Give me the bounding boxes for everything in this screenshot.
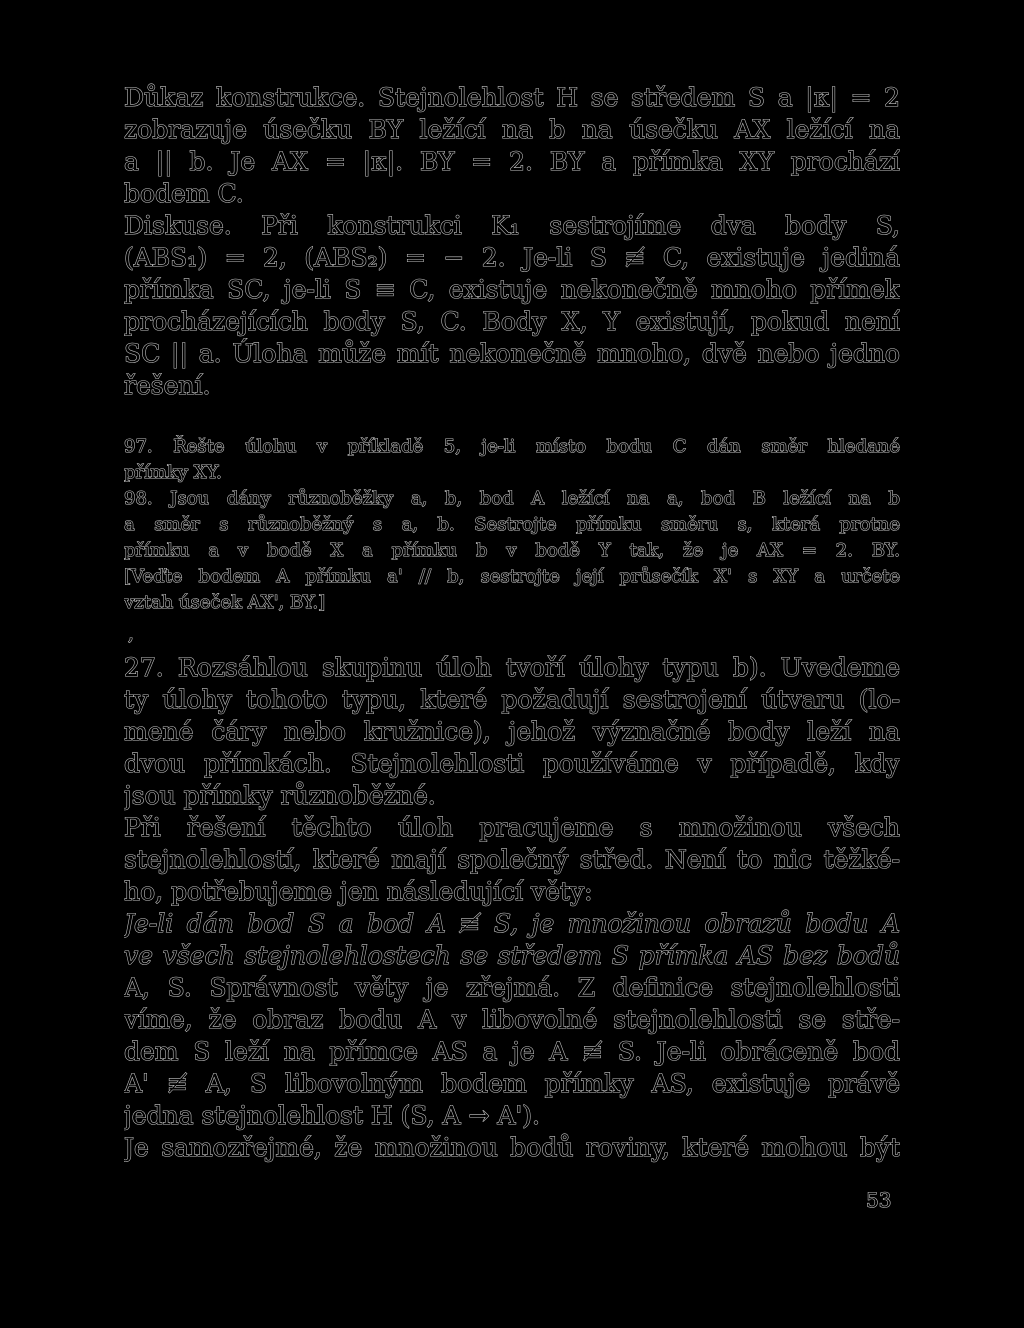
- text-line: ty úlohy tohoto typu, které požadují sestrojení útvaru (lo-: [124, 685, 900, 714]
- exercise-98: [124, 486, 900, 616]
- text-line: 27. Rozsáhlou skupinu úloh tvoří úlohy typu b). Uvedeme: [124, 653, 900, 682]
- text-line: řešení.: [124, 371, 211, 400]
- text-line: SC || a. Úloha může mít nekonečně mnoho, dvě nebo jedno: [124, 339, 900, 368]
- solving-paragraph: [124, 812, 900, 908]
- text-line: A' ≢ A, S libovolným bodem přímky AS, existuje právě: [124, 1069, 900, 1098]
- text-line: a směr s různoběžný s a, b. Sestrojte přímku směru s, která protne: [124, 514, 900, 535]
- text-line: 97. Řešte úlohu v příkladě 5, je-li místo bodu C dán směr hledané: [124, 436, 900, 457]
- section-27-paragraph: [124, 652, 900, 812]
- text-line: Je samozřejmé, že množinou bodů roviny, které mohou být: [124, 1133, 900, 1162]
- text-line: ho, potřebujeme jen následující věty:: [124, 877, 593, 906]
- page-number: 53: [866, 1188, 892, 1212]
- text-line: přímka SC, je-li S ≡ C, existuje nekonečně mnoho přímek: [124, 275, 900, 304]
- text-line: víme, že obraz bodu A v libovolné stejnolehlosti se stře-: [124, 1005, 900, 1034]
- text-line: jsou přímky různoběžné.: [124, 781, 436, 810]
- exercise-97: [124, 434, 900, 486]
- text-line: přímky XY.: [124, 462, 222, 483]
- text-line: Při řešení těchto úloh pracujeme s množinou všech: [124, 813, 900, 842]
- text-line: Diskuse. Při konstrukci K₁ sestrojíme dva body S,: [124, 211, 900, 240]
- discussion-paragraph: [124, 210, 900, 402]
- text-line: dem S leží na přímce AS a je A ≢ S. Je-li obráceně bod: [124, 1037, 900, 1066]
- text-line: [Veďte bodem A přímku a' // b, sestrojte její průsečík X' s XY a určete: [124, 566, 900, 587]
- text-line: přímku a v bodě X a přímku b v bodě Y tak, že je AX = 2. BY.: [124, 540, 900, 561]
- closing-paragraph: [124, 1132, 900, 1164]
- text-line: vztah úseček AX', BY.]: [124, 592, 326, 613]
- text-line: zobrazuje úsečku BY ležící na b na úsečku AX ležící na: [124, 115, 900, 144]
- text-line: mené čáry nebo kružnice), jehož význačné body leží na: [124, 717, 900, 746]
- theorem-paragraph: [124, 908, 900, 1132]
- text-line: procházejících body S, C. Body X, Y existují, pokud není: [124, 307, 900, 336]
- text-line: Je-li dán bod S a bod A ≢ S, je množinou obrazů bodu A: [124, 909, 900, 938]
- text-line: A, S. Správnost věty je zřejmá. Z definice stejnolehlosti: [124, 973, 900, 1002]
- proof-paragraph: [124, 82, 900, 210]
- text-line: stejnolehlostí, které mají společný střed. Není to nic těžké-: [124, 845, 900, 874]
- text-line: dvou přímkách. Stejnolehlosti používáme v případě, kdy: [124, 749, 900, 778]
- stray-mark: ,: [128, 624, 134, 645]
- text-line: bodem C.: [124, 179, 244, 208]
- text-line: jedna stejnolehlost H (S, A → A').: [124, 1101, 540, 1130]
- text-line: 98. Jsou dány různoběžky a, b, bod A ležící na a, bod B ležící na b: [124, 488, 900, 509]
- text-line: (ABS₁) = 2, (ABS₂) = − 2. Je-li S ≢ C, existuje jediná: [124, 243, 900, 272]
- text-line: ve všech stejnolehlostech se středem S přímka AS bez bodů: [124, 941, 900, 970]
- text-line: Důkaz konstrukce. Stejnolehlost H se středem S a |κ| = 2: [124, 83, 900, 112]
- text-line: a || b. Je AX = |κ|. BY = 2. BY a přímka XY prochází: [124, 147, 900, 176]
